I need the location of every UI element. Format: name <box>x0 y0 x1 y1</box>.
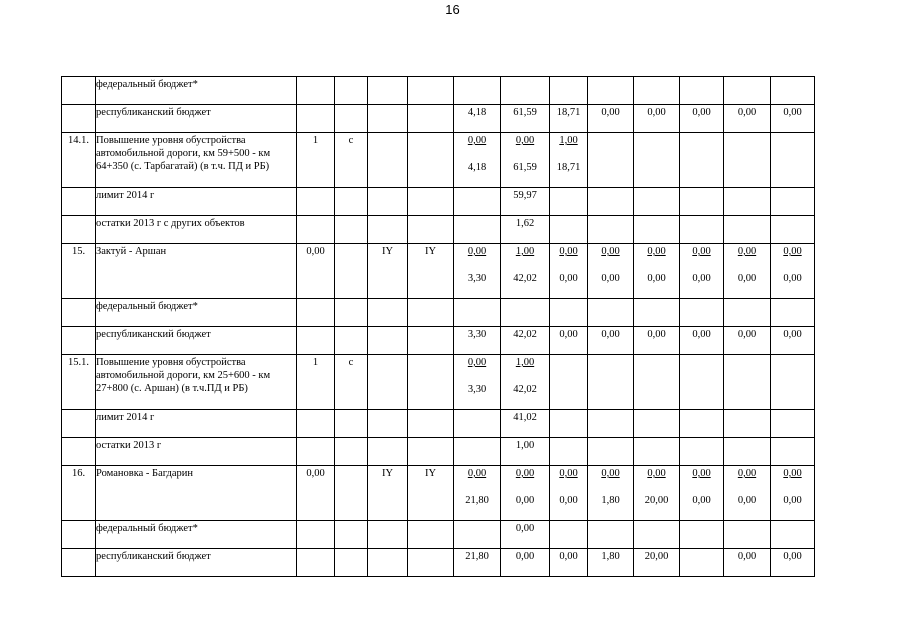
category-cell: с <box>335 133 368 188</box>
category-cell <box>335 244 368 299</box>
value-cell: 0,00 3,30 <box>454 244 501 299</box>
table-row <box>62 133 815 188</box>
value-cell <box>454 216 501 244</box>
period-start-cell <box>368 549 408 577</box>
period-start-cell <box>368 355 408 410</box>
value-cell <box>724 133 771 188</box>
value-cell: 0,00 <box>550 549 588 577</box>
page-number: 16 <box>445 2 460 17</box>
value-cell <box>634 299 680 327</box>
value-cell: 0,00 0,00 <box>550 244 588 299</box>
value-cell: 0,00 <box>501 521 550 549</box>
value-cell <box>634 521 680 549</box>
row-name: республиканский бюджет <box>96 549 297 577</box>
period-start-cell <box>368 438 408 466</box>
value-cell <box>634 133 680 188</box>
row-number <box>62 521 96 549</box>
value-cell: 1,00 <box>501 438 550 466</box>
value-cell <box>680 188 724 216</box>
row-name: Повышение уровня обустройства автомобильной дороги, км 25+600 - км 27+800 (с. Аршан) (в т.ч.ПД и РБ) <box>96 355 297 410</box>
row-number <box>62 77 96 105</box>
value-cell: 59,97 <box>501 188 550 216</box>
value-cell <box>680 549 724 577</box>
table-row <box>62 188 815 216</box>
value-cell <box>634 216 680 244</box>
value-cell <box>588 77 634 105</box>
period-end-cell <box>408 410 454 438</box>
capacity-cell: 1 <box>297 133 335 188</box>
value-cell <box>454 299 501 327</box>
value-cell: 0,00 <box>724 327 771 355</box>
row-number: 15. <box>62 244 96 299</box>
value-cell: 0,00 <box>680 105 724 133</box>
capacity-cell <box>297 216 335 244</box>
value-cell: 0,00 <box>724 105 771 133</box>
value-cell: 0,00 <box>501 549 550 577</box>
value-cell <box>680 77 724 105</box>
value-cell <box>588 521 634 549</box>
value-cell <box>724 521 771 549</box>
period-end-cell: IY <box>408 466 454 521</box>
row-name: республиканский бюджет <box>96 105 297 133</box>
period-start-cell <box>368 216 408 244</box>
value-cell: 1,00 42,02 <box>501 355 550 410</box>
table-row <box>62 299 815 327</box>
period-start-cell: IY <box>368 244 408 299</box>
value-cell <box>634 355 680 410</box>
value-cell <box>680 299 724 327</box>
value-cell <box>724 77 771 105</box>
category-cell <box>335 410 368 438</box>
value-cell <box>771 77 815 105</box>
row-number: 16. <box>62 466 96 521</box>
capacity-cell: 0,00 <box>297 244 335 299</box>
value-cell <box>680 521 724 549</box>
value-cell <box>724 355 771 410</box>
value-cell: 0,00 0,00 <box>771 466 815 521</box>
value-cell <box>724 438 771 466</box>
value-cell <box>680 355 724 410</box>
table-row <box>62 466 815 521</box>
value-cell <box>634 410 680 438</box>
value-cell: 0,00 <box>588 327 634 355</box>
value-cell <box>724 216 771 244</box>
capacity-cell <box>297 549 335 577</box>
value-cell: 0,00 0,00 <box>680 244 724 299</box>
value-cell <box>550 188 588 216</box>
row-name: лимит 2014 г <box>96 188 297 216</box>
row-number <box>62 216 96 244</box>
period-start-cell <box>368 521 408 549</box>
table-row <box>62 327 815 355</box>
value-cell <box>501 77 550 105</box>
value-cell: 0,00 0,00 <box>724 466 771 521</box>
row-number <box>62 327 96 355</box>
period-end-cell <box>408 188 454 216</box>
value-cell <box>550 299 588 327</box>
category-cell <box>335 299 368 327</box>
value-cell <box>771 216 815 244</box>
value-cell: 0,00 <box>771 327 815 355</box>
category-cell <box>335 466 368 521</box>
value-cell: 0,00 <box>680 327 724 355</box>
value-cell <box>680 216 724 244</box>
value-cell <box>550 216 588 244</box>
value-cell: 0,00 <box>634 327 680 355</box>
table-row <box>62 77 815 105</box>
capacity-cell <box>297 410 335 438</box>
value-cell <box>680 438 724 466</box>
row-name: лимит 2014 г <box>96 410 297 438</box>
row-name: республиканский бюджет <box>96 327 297 355</box>
value-cell <box>680 410 724 438</box>
table-row <box>62 216 815 244</box>
value-cell <box>771 188 815 216</box>
value-cell <box>588 188 634 216</box>
period-start-cell <box>368 77 408 105</box>
value-cell <box>588 133 634 188</box>
period-start-cell: IY <box>368 466 408 521</box>
budget-table <box>61 76 815 577</box>
period-end-cell <box>408 133 454 188</box>
row-name: федеральный бюджет* <box>96 521 297 549</box>
row-name: Зактуй - Аршан <box>96 244 297 299</box>
table-row <box>62 355 815 410</box>
period-start-cell <box>368 105 408 133</box>
row-number <box>62 299 96 327</box>
period-end-cell <box>408 77 454 105</box>
row-number <box>62 549 96 577</box>
value-cell <box>550 521 588 549</box>
row-number <box>62 410 96 438</box>
table-row <box>62 105 815 133</box>
period-end-cell <box>408 299 454 327</box>
row-number <box>62 188 96 216</box>
value-cell <box>550 410 588 438</box>
value-cell: 42,02 <box>501 327 550 355</box>
row-name: федеральный бюджет* <box>96 299 297 327</box>
category-cell <box>335 105 368 133</box>
value-cell <box>771 438 815 466</box>
value-cell: 0,00 61,59 <box>501 133 550 188</box>
value-cell: 0,00 3,30 <box>454 355 501 410</box>
value-cell <box>634 438 680 466</box>
value-cell <box>550 77 588 105</box>
value-cell: 1,00 42,02 <box>501 244 550 299</box>
value-cell <box>454 77 501 105</box>
value-cell <box>454 521 501 549</box>
period-end-cell: IY <box>408 244 454 299</box>
row-name: федеральный бюджет* <box>96 77 297 105</box>
row-number <box>62 105 96 133</box>
period-start-cell <box>368 327 408 355</box>
value-cell: 0,00 <box>771 105 815 133</box>
period-start-cell <box>368 133 408 188</box>
value-cell: 0,00 0,00 <box>550 466 588 521</box>
category-cell <box>335 521 368 549</box>
value-cell <box>588 410 634 438</box>
category-cell <box>335 549 368 577</box>
value-cell: 0,00 <box>550 327 588 355</box>
value-cell <box>550 438 588 466</box>
value-cell <box>680 133 724 188</box>
value-cell: 0,00 0,00 <box>634 244 680 299</box>
category-cell <box>335 438 368 466</box>
value-cell <box>501 299 550 327</box>
value-cell: 0,00 21,80 <box>454 466 501 521</box>
table-row <box>62 410 815 438</box>
value-cell: 3,30 <box>454 327 501 355</box>
value-cell: 1,62 <box>501 216 550 244</box>
table-row <box>62 521 815 549</box>
value-cell <box>724 410 771 438</box>
row-name: Романовка - Багдарин <box>96 466 297 521</box>
value-cell: 4,18 <box>454 105 501 133</box>
value-cell <box>771 410 815 438</box>
period-end-cell <box>408 216 454 244</box>
value-cell: 0,00 0,00 <box>771 244 815 299</box>
capacity-cell <box>297 77 335 105</box>
period-start-cell <box>368 188 408 216</box>
row-number: 15.1. <box>62 355 96 410</box>
value-cell: 1,00 18,71 <box>550 133 588 188</box>
value-cell: 0,00 <box>634 105 680 133</box>
capacity-cell: 0,00 <box>297 466 335 521</box>
value-cell: 0,00 <box>588 105 634 133</box>
value-cell <box>771 355 815 410</box>
value-cell <box>634 188 680 216</box>
category-cell <box>335 216 368 244</box>
value-cell <box>588 438 634 466</box>
category-cell <box>335 77 368 105</box>
value-cell: 18,71 <box>550 105 588 133</box>
value-cell <box>550 355 588 410</box>
value-cell <box>588 355 634 410</box>
value-cell <box>454 410 501 438</box>
value-cell <box>771 133 815 188</box>
category-cell <box>335 327 368 355</box>
value-cell <box>771 521 815 549</box>
table-row <box>62 244 815 299</box>
row-name: остатки 2013 г <box>96 438 297 466</box>
table-row <box>62 549 815 577</box>
capacity-cell <box>297 521 335 549</box>
value-cell: 0,00 0,00 <box>724 244 771 299</box>
value-cell: 0,00 0,00 <box>680 466 724 521</box>
value-cell: 41,02 <box>501 410 550 438</box>
capacity-cell <box>297 438 335 466</box>
row-name: Повышение уровня обустройства автомобильной дороги, км 59+500 - км 64+350 (с. Тарбагатай) (в т.ч. ПД и РБ) <box>96 133 297 188</box>
period-end-cell <box>408 327 454 355</box>
value-cell: 20,00 <box>634 549 680 577</box>
capacity-cell <box>297 105 335 133</box>
value-cell <box>771 299 815 327</box>
row-number <box>62 438 96 466</box>
value-cell <box>588 299 634 327</box>
value-cell <box>724 299 771 327</box>
capacity-cell <box>297 299 335 327</box>
period-start-cell <box>368 410 408 438</box>
capacity-cell <box>297 188 335 216</box>
value-cell: 0,00 <box>724 549 771 577</box>
category-cell <box>335 188 368 216</box>
value-cell <box>588 216 634 244</box>
value-cell: 0,00 <box>771 549 815 577</box>
value-cell <box>454 438 501 466</box>
value-cell: 0,00 4,18 <box>454 133 501 188</box>
value-cell: 0,00 20,00 <box>634 466 680 521</box>
value-cell: 0,00 0,00 <box>588 244 634 299</box>
capacity-cell <box>297 327 335 355</box>
row-name: остатки 2013 г с других объектов <box>96 216 297 244</box>
period-end-cell <box>408 355 454 410</box>
period-end-cell <box>408 521 454 549</box>
period-end-cell <box>408 438 454 466</box>
capacity-cell: 1 <box>297 355 335 410</box>
period-start-cell <box>368 299 408 327</box>
row-number: 14.1. <box>62 133 96 188</box>
value-cell: 0,00 1,80 <box>588 466 634 521</box>
value-cell <box>454 188 501 216</box>
value-cell: 1,80 <box>588 549 634 577</box>
table-row <box>62 438 815 466</box>
value-cell <box>724 188 771 216</box>
period-end-cell <box>408 549 454 577</box>
category-cell: с <box>335 355 368 410</box>
value-cell: 61,59 <box>501 105 550 133</box>
value-cell: 0,00 0,00 <box>501 466 550 521</box>
value-cell <box>634 77 680 105</box>
value-cell: 21,80 <box>454 549 501 577</box>
period-end-cell <box>408 105 454 133</box>
